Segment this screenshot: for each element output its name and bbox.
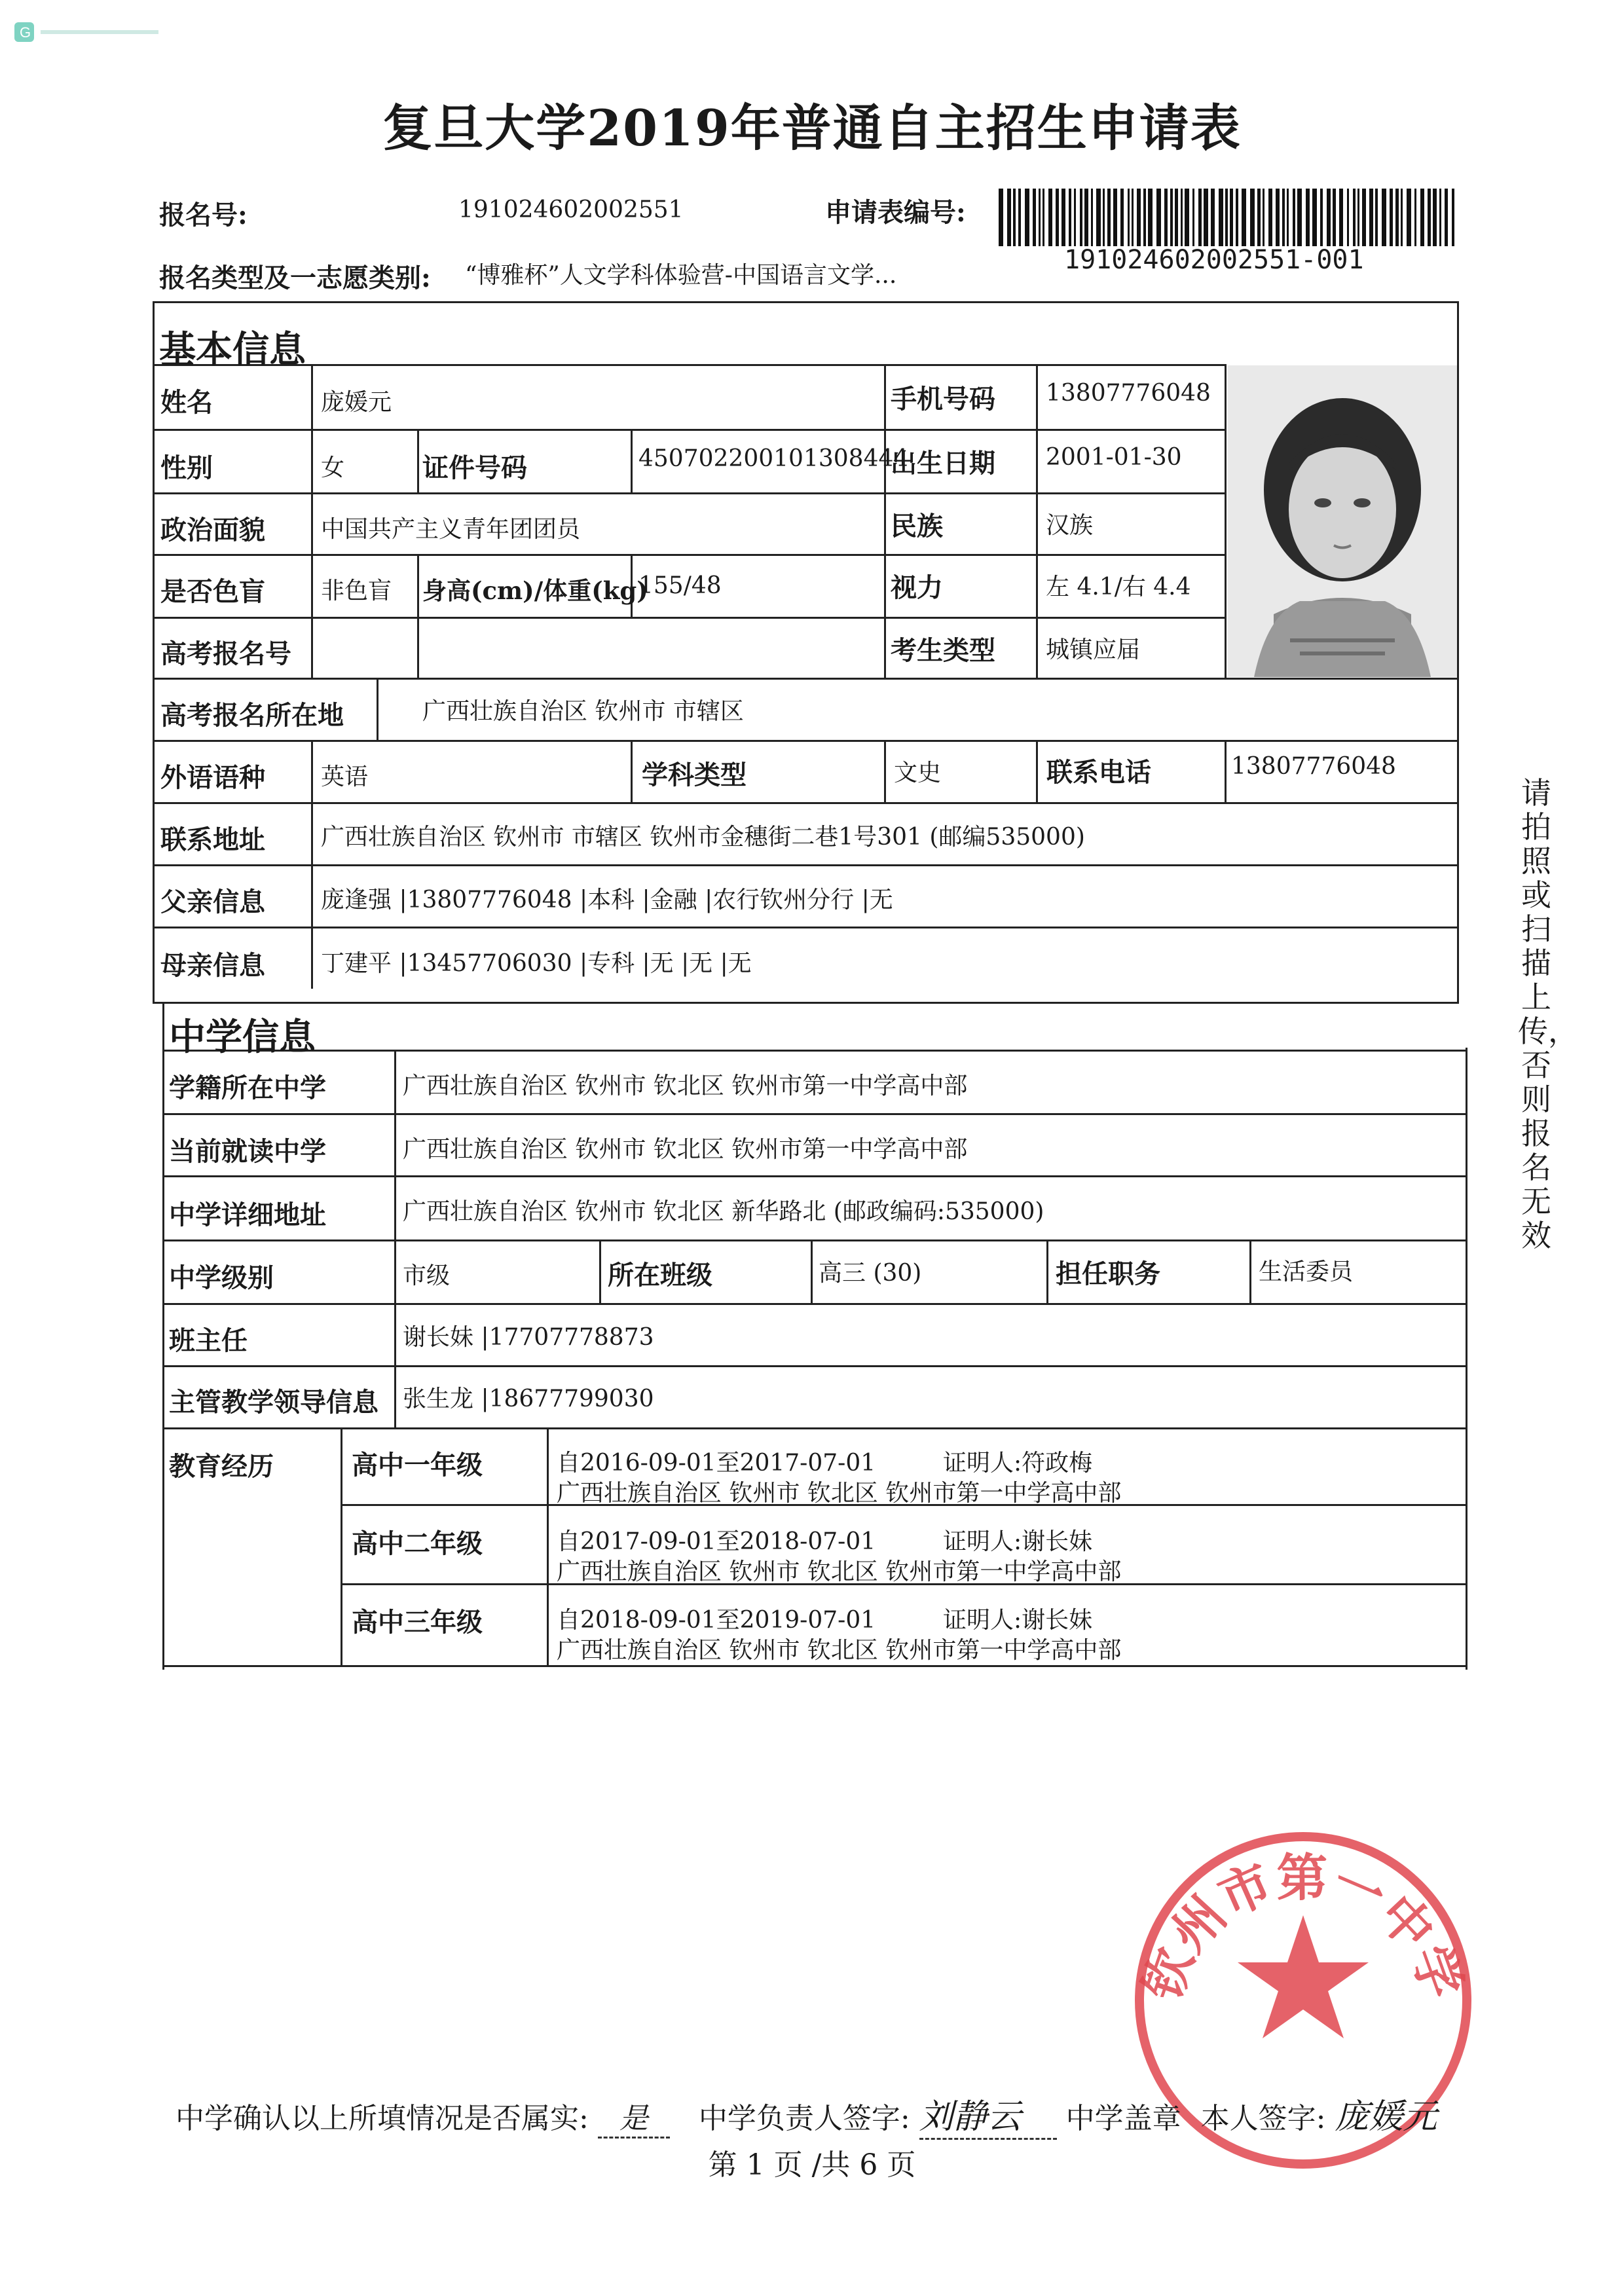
period: 自2016-09-01至2017-07-01: [557, 1450, 876, 1477]
barcode: [999, 189, 1465, 249]
reg-school-value: 广西壮族自治区 钦州市 钦北区 钦州市第一中学高中部: [403, 1073, 968, 1099]
address-label: 联系地址: [160, 824, 265, 855]
vision-label: 视力: [891, 572, 943, 603]
school-level-value: 市级: [403, 1262, 451, 1289]
political-value: 中国共产主义青年团团员: [321, 516, 581, 543]
page-number: 第 1 页 /共 6 页: [708, 2148, 916, 2182]
head-teacher-label: 班主任: [169, 1325, 248, 1356]
confirm-label: 中学确认以上所填情况是否属实:: [175, 2102, 589, 2135]
school-name: 广西壮族自治区 钦州市 钦北区 钦州市第一中学高中部: [557, 1637, 1122, 1664]
height-weight-value: 155/48: [638, 572, 722, 599]
form-no-label: 申请表编号:: [825, 197, 966, 228]
language-value: 英语: [321, 763, 369, 790]
principal-label: 中学负责人签字:: [698, 2102, 910, 2135]
principal-signature: 刘静云: [919, 2089, 1057, 2140]
school-level-label: 中学级别: [169, 1262, 274, 1293]
type-label: 报名类型及一志愿类别:: [159, 263, 431, 293]
seal-label: 中学盖章: [1065, 2102, 1181, 2135]
svg-text:G: G: [20, 24, 31, 41]
gender-value: 女: [321, 454, 345, 481]
seal-text: 钦州市第一中学: [1132, 1848, 1473, 2008]
language-label: 外语语种: [160, 762, 265, 793]
duty-value: 生活委员: [1259, 1258, 1354, 1285]
education-label: 教育经历: [169, 1451, 274, 1482]
cur-school-label: 当前就读中学: [169, 1136, 326, 1167]
ethnic-label: 民族: [891, 511, 943, 542]
subject-label: 学科类型: [642, 760, 747, 790]
form-title: 复旦大学2019年普通自主招生申请表: [382, 99, 1242, 157]
gaokao-location-label: 高考报名所在地: [160, 700, 344, 731]
basic-section-title: 基本信息: [159, 328, 306, 371]
leader-value: 张生龙 |18677799030: [403, 1386, 654, 1412]
cur-school-value: 广西壮族自治区 钦州市 钦北区 钦州市第一中学高中部: [403, 1136, 968, 1163]
gaokao-no-label: 高考报名号: [160, 638, 291, 669]
father-label: 父亲信息: [160, 887, 265, 917]
father-value: 庞逢强 |13807776048 |本科 |金融 |农行钦州分行 |无: [321, 887, 893, 913]
candidate-type-label: 考生类型: [891, 635, 995, 666]
period: 自2017-09-01至2018-07-01: [557, 1528, 876, 1555]
witness: 证明人:谢长妹: [943, 1528, 1093, 1555]
phone-label: 手机号码: [891, 384, 995, 414]
id-label: 证件号码: [422, 452, 527, 483]
height-weight-label: 身高(cm)/体重(kg): [422, 576, 648, 605]
school-address-value: 广西壮族自治区 钦州市 钦北区 新华路北 (邮政编码:535000): [403, 1198, 1044, 1225]
name-label: 姓名: [160, 387, 213, 418]
brand-logo: [13, 20, 164, 46]
self-label: 本人签字:: [1200, 2102, 1326, 2135]
side-note: 请拍照或扫描上传，否则报名无效: [1518, 775, 1578, 1253]
phone-value: 13807776048: [1046, 380, 1211, 407]
mother-label: 母亲信息: [160, 950, 265, 981]
gender-label: 性别: [160, 452, 213, 483]
contact-phone-value: 13807776048: [1231, 753, 1396, 780]
school-name: 广西壮族自治区 钦州市 钦北区 钦州市第一中学高中部: [557, 1558, 1122, 1585]
witness: 证明人:谢长妹: [943, 1607, 1093, 1634]
grade-label: 高中三年级: [352, 1607, 483, 1638]
form-no-value: 191024602002551-001: [1064, 245, 1364, 275]
contact-phone-label: 联系电话: [1046, 757, 1151, 788]
political-label: 政治面貌: [160, 515, 265, 545]
witness: 证明人:符政梅: [943, 1450, 1093, 1477]
id-value: 450702200101308444: [638, 445, 909, 472]
applicant-photo: [1228, 365, 1457, 677]
gaokao-location-value: 广西壮族自治区 钦州市 市辖区: [422, 698, 744, 725]
type-value: “博雅杯”人文学科体验营-中国语言文学...: [465, 262, 897, 289]
ethnic-value: 汉族: [1046, 512, 1094, 539]
address-value: 广西壮族自治区 钦州市 市辖区 钦州市金穗街二巷1号301 (邮编535000): [321, 824, 1085, 851]
candidate-type-value: 城镇应届: [1046, 636, 1141, 663]
mother-value: 丁建平 |13457706030 |专科 |无 |无 |无: [321, 950, 752, 977]
school-name: 广西壮族自治区 钦州市 钦北区 钦州市第一中学高中部: [557, 1480, 1122, 1507]
grade-label: 高中二年级: [352, 1528, 483, 1559]
confirm-value: 是: [598, 2095, 670, 2139]
birth-value: 2001-01-30: [1046, 444, 1182, 471]
reg-no-value: 191024602002551: [458, 196, 684, 223]
duty-label: 担任职务: [1056, 1258, 1160, 1289]
self-signature: 庞媛元: [1335, 2097, 1437, 2137]
school-section-title: 中学信息: [169, 1016, 316, 1059]
grade-label: 高中一年级: [352, 1450, 483, 1480]
colorblind-value: 非色盲: [321, 578, 392, 604]
vision-value: 左 4.1/右 4.4: [1046, 574, 1191, 600]
school-address-label: 中学详细地址: [169, 1200, 326, 1230]
class-value: 高三 (30): [819, 1260, 922, 1287]
class-label: 所在班级: [608, 1260, 712, 1291]
name-value: 庞媛元: [321, 389, 392, 416]
reg-school-label: 学籍所在中学: [169, 1073, 326, 1103]
leader-label: 主管教学领导信息: [169, 1387, 378, 1418]
head-teacher-value: 谢长妹 |17707778873: [403, 1324, 654, 1351]
confirmation-line: [175, 2089, 1466, 2140]
subject-value: 文史: [894, 760, 942, 786]
colorblind-label: 是否色盲: [160, 576, 265, 607]
birth-label: 出生日期: [891, 448, 995, 479]
period: 自2018-09-01至2019-07-01: [557, 1607, 876, 1634]
reg-no-label: 报名号:: [159, 200, 248, 230]
